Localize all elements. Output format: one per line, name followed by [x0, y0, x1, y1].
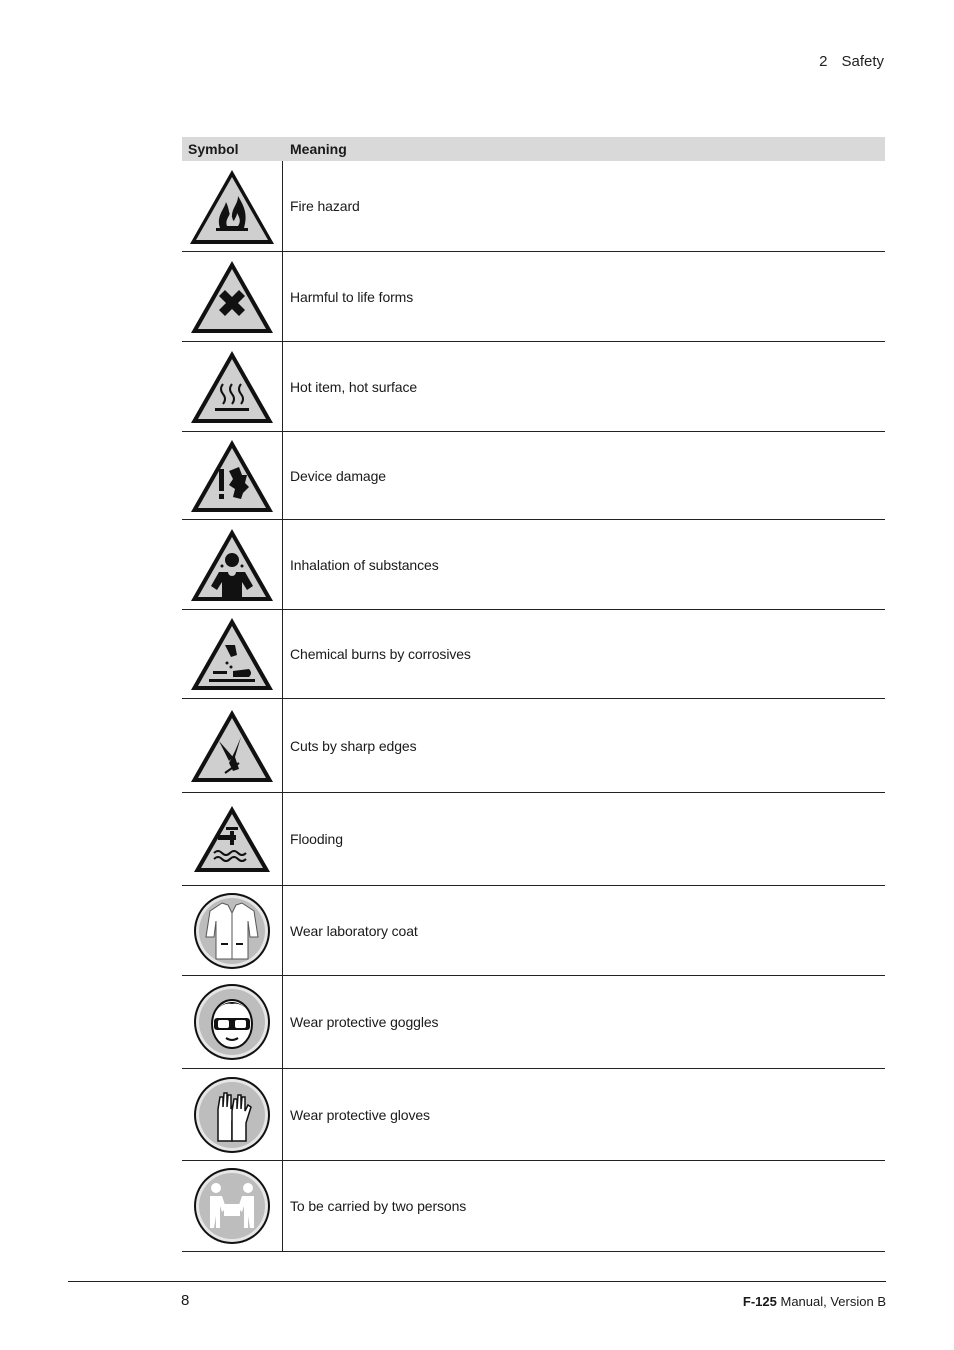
symbol-cell	[182, 610, 283, 698]
table-row	[182, 252, 885, 342]
meaning-cell: Fire hazard	[290, 198, 360, 214]
inhalation-icon	[189, 526, 275, 604]
fire-hazard-icon	[188, 166, 276, 246]
flooding-icon	[192, 803, 272, 875]
lab-coat-icon	[192, 891, 272, 971]
symbol-cell	[182, 1069, 283, 1160]
gloves-icon	[192, 1075, 272, 1155]
meaning-cell: Harmful to life forms	[290, 288, 414, 305]
symbol-cell	[182, 886, 283, 975]
sharp-edges-icon	[189, 707, 275, 785]
goggles-icon	[192, 982, 272, 1062]
chapter-number: 2	[819, 53, 828, 70]
page-number: 8	[181, 1292, 190, 1309]
meaning-cell: Wear protective gloves	[290, 1106, 430, 1123]
meaning-cell: Flooding	[290, 831, 343, 847]
table-row	[182, 1069, 885, 1161]
footer-document-title	[743, 1294, 886, 1309]
device-damage-icon	[189, 437, 275, 515]
corrosive-icon	[189, 615, 275, 693]
table-row	[182, 610, 885, 699]
meaning-cell: Wear laboratory coat	[290, 922, 418, 939]
table-row	[182, 432, 885, 520]
column-header-symbol: Symbol	[188, 141, 239, 157]
meaning-cell: Inhalation of substances	[290, 556, 439, 573]
meaning-cell: Cuts by sharp edges	[290, 737, 417, 754]
symbol-cell	[182, 793, 283, 885]
symbol-cell	[182, 342, 283, 431]
meaning-cell: Device damage	[290, 467, 386, 484]
meaning-cell: To be carried by two persons	[290, 1198, 467, 1214]
symbol-cell	[182, 432, 283, 519]
symbol-cell	[182, 699, 283, 792]
document-version: Manual, Version B	[776, 1294, 886, 1309]
symbol-cell	[182, 1161, 283, 1251]
column-header-meaning: Meaning	[290, 141, 347, 157]
running-header	[819, 53, 884, 70]
chapter-title: Safety	[841, 53, 884, 70]
table-row	[182, 886, 885, 976]
hot-surface-icon	[189, 348, 275, 426]
two-persons-carry-icon	[192, 1166, 272, 1246]
symbol-cell	[182, 252, 283, 341]
table-row	[182, 793, 885, 886]
table-row	[182, 976, 885, 1069]
symbol-cell	[182, 520, 283, 609]
table-row	[182, 520, 885, 610]
table-row	[182, 161, 885, 252]
symbol-cell	[182, 976, 283, 1068]
harmful-x-icon	[189, 258, 275, 336]
table-row	[182, 1161, 885, 1252]
table-row	[182, 342, 885, 432]
meaning-cell: Hot item, hot surface	[290, 378, 418, 395]
footer-divider	[68, 1281, 886, 1282]
table-header	[182, 137, 885, 161]
meaning-cell: Chemical burns by corrosives	[290, 646, 471, 662]
table-row	[182, 699, 885, 793]
document-model: F-125	[742, 1294, 777, 1309]
symbol-table	[182, 137, 885, 1252]
meaning-cell: Wear protective goggles	[290, 1014, 439, 1030]
symbol-cell	[182, 161, 283, 251]
